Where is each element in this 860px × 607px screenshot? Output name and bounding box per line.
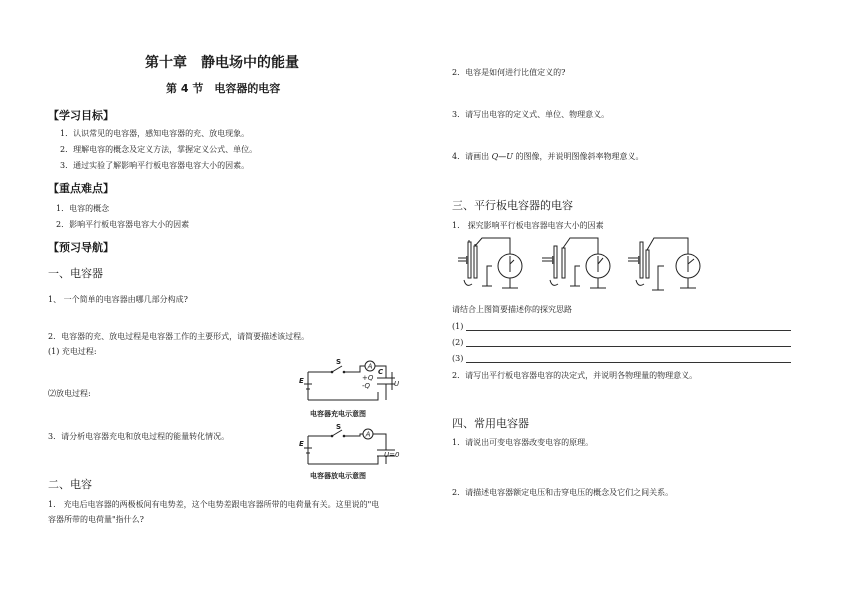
question: 1. 充电后电容器的两极板间有电势差，这个电势差跟电容器所带的电荷量有关。这里说的"电 — [48, 500, 380, 509]
question — [452, 151, 644, 162]
answer-blank-line[interactable] — [466, 330, 791, 331]
figure-caption: 电容器放电示意图 — [310, 472, 366, 480]
label-E: E — [299, 377, 304, 385]
label-U: U — [394, 380, 400, 388]
goals-heading: 【学习目标】 — [48, 109, 114, 122]
answer-blank-line[interactable] — [466, 346, 791, 347]
label-S: S — [336, 424, 342, 431]
label-S: S — [336, 358, 342, 366]
goal-item: 2．理解电容的概念及定义方法，掌握定义公式、单位。 — [60, 145, 258, 154]
section1-heading: 一、电容器 — [48, 267, 103, 280]
experiment-prompt: 请结合上图简要描述你的探究思路 — [452, 305, 572, 314]
question-text: 4．请画出 — [452, 152, 492, 161]
question: 1、 一个简单的电容器由哪几部分构成? — [48, 295, 188, 304]
section2-heading: 二、电容 — [48, 478, 92, 491]
question: 1. 探究影响平行板电容器电容大小的因素 — [452, 221, 604, 230]
question: 2．请描述电容器额定电压和击穿电压的概念及它们之间关系。 — [452, 488, 674, 497]
page-title: 第十章 静电场中的能量 — [145, 55, 299, 71]
right-column — [430, 0, 860, 607]
question: 2．请写出平行板电容器电容的决定式，并说明各物理量的物理意义。 — [452, 371, 698, 380]
lesson-subtitle: 第 4 节 电容器的电容 — [166, 82, 281, 95]
label-E: E — [299, 440, 304, 448]
question-continuation: 容器所带的电荷量"指什么? — [48, 515, 144, 524]
key-points-heading: 【重点难点】 — [48, 182, 114, 195]
label-A: A — [367, 362, 373, 371]
section4-heading: 四、常用电容器 — [452, 417, 529, 430]
answer-blank-label: (1) — [452, 322, 464, 331]
question: 2．电容是如何进行比值定义的? — [452, 68, 566, 77]
answer-blank-line[interactable] — [466, 362, 791, 363]
discharge-label: ⑵放电过程: — [48, 389, 91, 398]
label-plus-q: +Q — [362, 374, 374, 382]
charging-circuit-diagram — [298, 354, 402, 422]
discharging-circuit-diagram — [298, 424, 402, 482]
label-minus-q: -Q — [362, 382, 371, 390]
label-u-zero: U=0 — [384, 451, 400, 459]
charge-label: (1) 充电过程: — [48, 347, 97, 356]
question: 3．请分析电容器充电和放电过程的能量转化情况。 — [48, 432, 230, 441]
question-text: 的图像，并说明图像斜率物理意义。 — [512, 152, 644, 161]
key-point-item: 2．影响平行板电容器电容大小的因素 — [56, 220, 190, 229]
answer-blank-label: (3) — [452, 354, 464, 363]
question: 2．电容器的充、放电过程是电容器工作的主要形式，请简要描述该过程。 — [48, 332, 310, 341]
question: 3．请写出电容的定义式、单位、物理意义。 — [452, 110, 610, 119]
key-point-item: 1．电容的概念 — [56, 204, 110, 213]
section3-heading: 三、平行板电容器的电容 — [452, 199, 573, 212]
figure-caption: 电容器充电示意图 — [310, 410, 366, 418]
variable-q-u: Q—U — [491, 152, 513, 161]
answer-blank-label: (2) — [452, 338, 464, 347]
label-A: A — [365, 430, 371, 439]
goal-item: 3．通过实验了解影响平行板电容器电容大小的因素。 — [60, 161, 250, 170]
label-C: C — [378, 368, 384, 376]
goal-item: 1．认识常见的电容器，感知电容器的充、放电现象。 — [60, 129, 250, 138]
preview-heading: 【预习导航】 — [48, 241, 114, 254]
electrometer-experiment-figure — [452, 236, 714, 298]
question: 1．请说出可变电容器改变电容的原理。 — [452, 438, 594, 447]
